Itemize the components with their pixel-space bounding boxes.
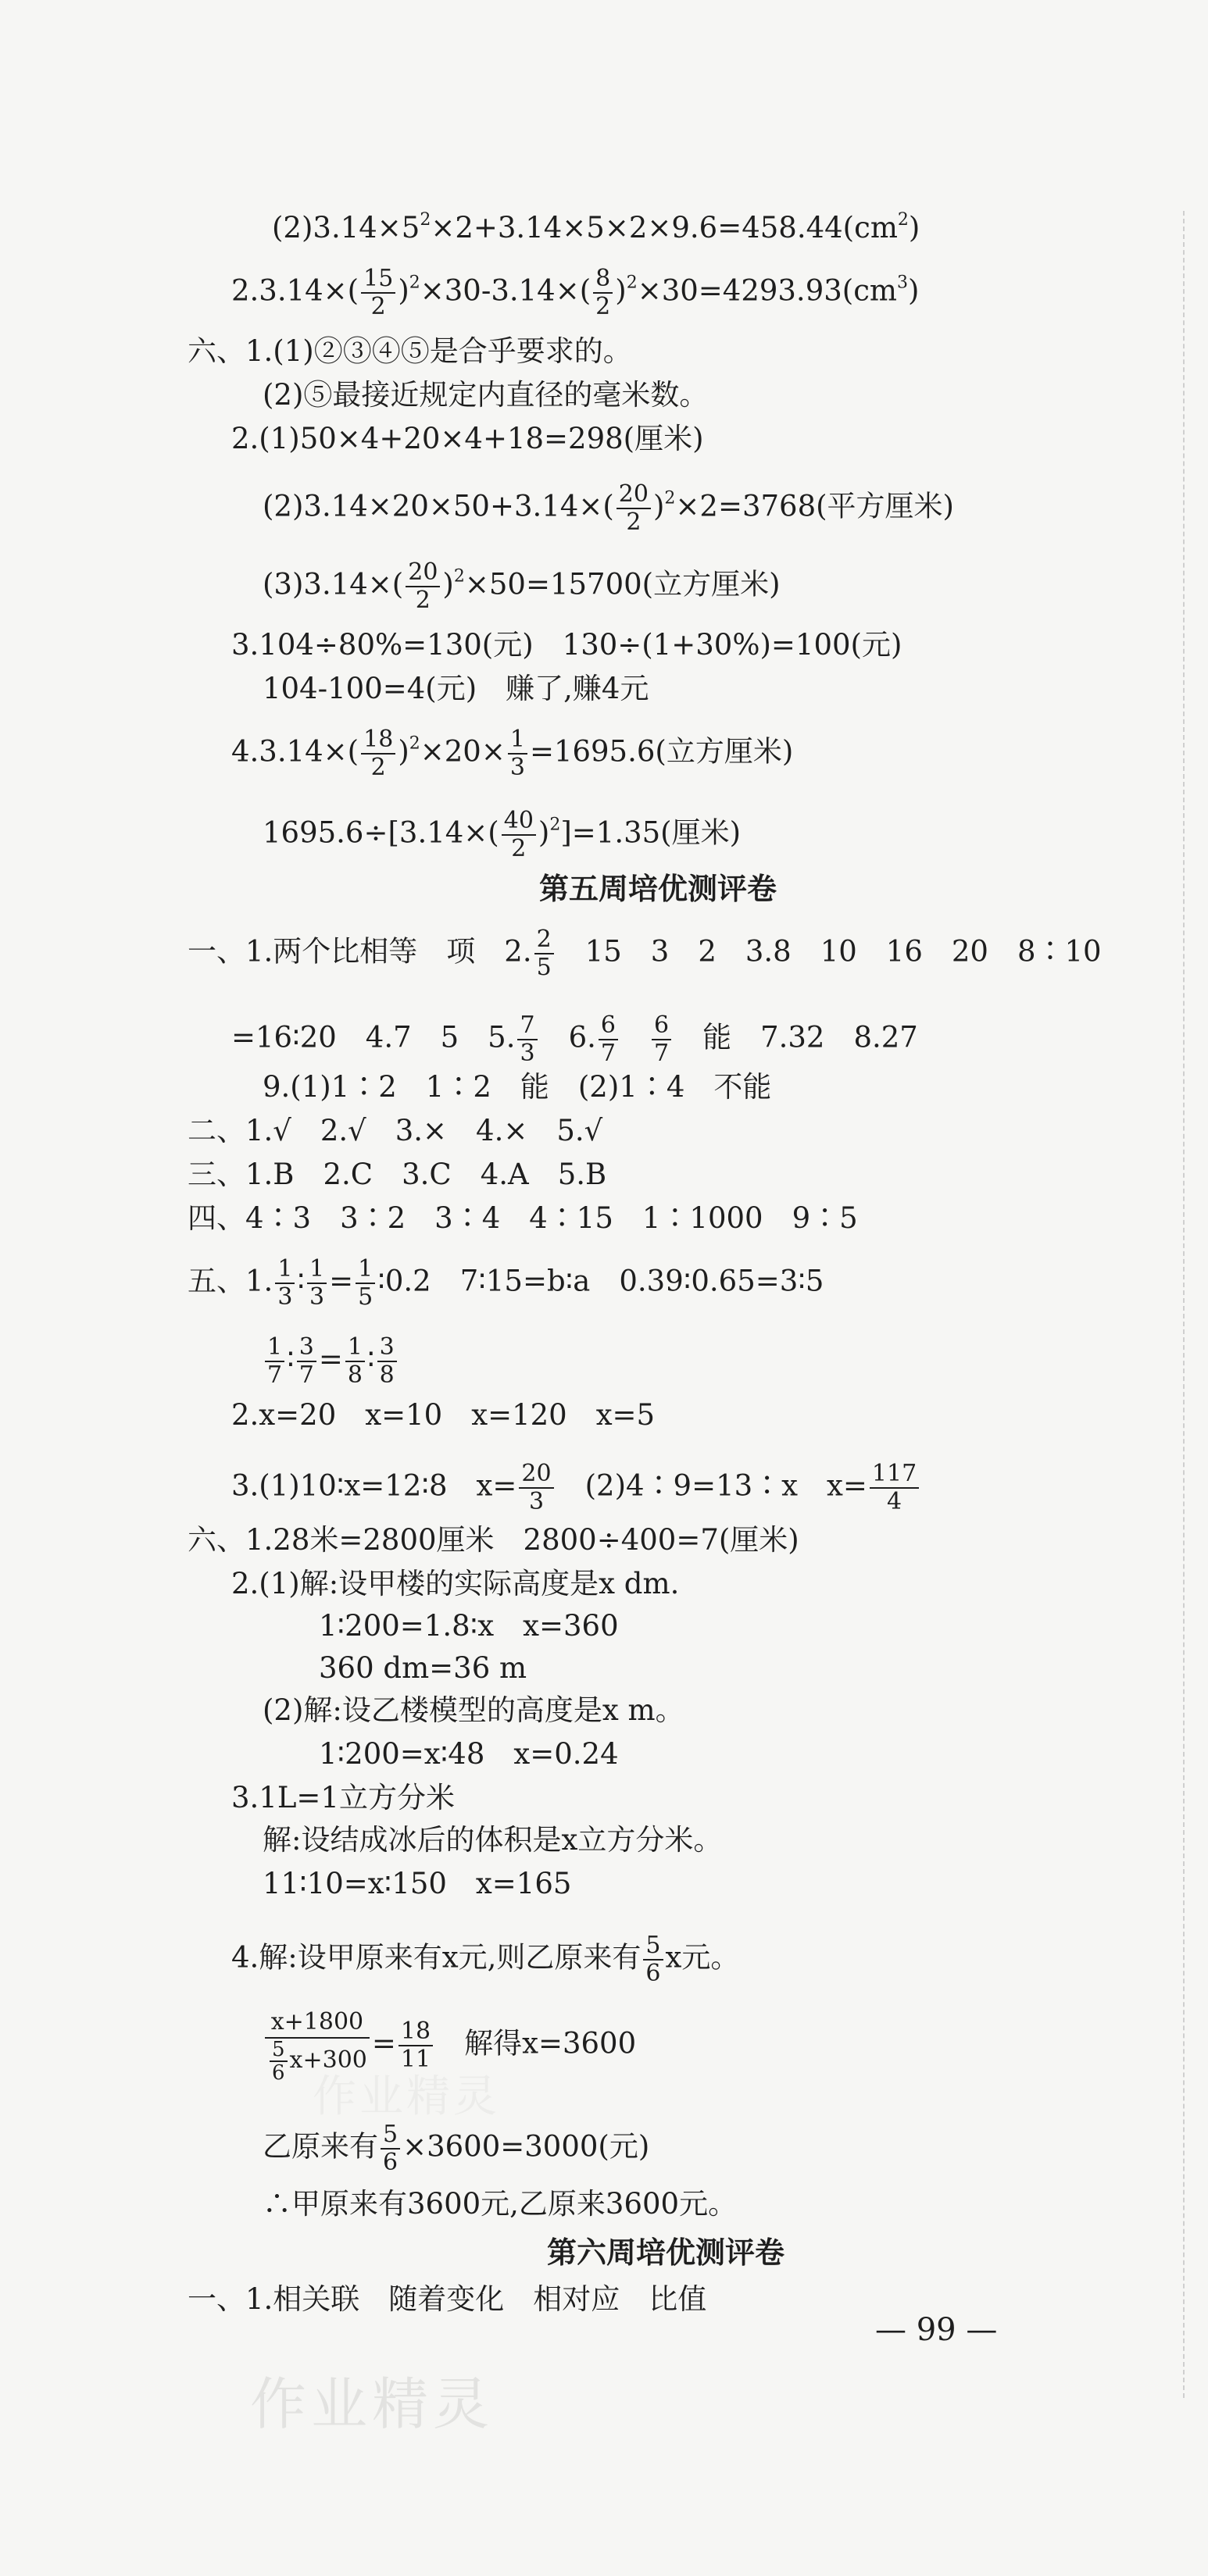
fraction: $\frac{20}{3}$ xyxy=(519,1461,553,1515)
fraction: $\frac{1}{3}$ xyxy=(275,1256,295,1311)
complex-fraction: x+1800 $\frac{5}{6}$ x+300 xyxy=(265,2007,370,2084)
answer-line: 11∶10=x∶150 x=165 xyxy=(263,1867,572,1900)
fraction: $\frac{1}{5}$ xyxy=(356,1256,375,1311)
fraction: $\frac{3}{8}$ xyxy=(377,1334,397,1389)
fraction: $\frac{18}{11}$ xyxy=(398,2018,433,2073)
answer-line: 360 dm=36 m xyxy=(319,1651,527,1685)
fraction: $\frac{6}{7}$ xyxy=(599,1012,618,1067)
answer-line: (2)解:设乙楼模型的高度是x m。 xyxy=(263,1693,684,1727)
answer-line: 3.104÷80%=130(元) 130÷(1+30%)=100(元) xyxy=(231,628,902,662)
fraction: $\frac{5}{6}$ xyxy=(643,1932,663,1987)
answer-line: 1∶200=x∶48 x=0.24 xyxy=(319,1737,619,1771)
answer-line: 解:设结成冰后的体积是x立方分米。 xyxy=(263,1823,723,1857)
fraction: $\frac{1}{7}$ xyxy=(265,1334,284,1389)
answer-line: (2)⑤最接近规定内直径的毫米数。 xyxy=(263,378,709,412)
answer-line: 1∶200=1.8∶x x=360 xyxy=(319,1609,619,1643)
answer-line: 2.3.14×( $\frac{15}{2}$ )$^2$×30-3.14×( $\frac{8}{2}$ )$^2\times 30=4293.93(cm^3)$ xyxy=(231,265,920,320)
watermark-logo: 作业精灵 xyxy=(250,2371,495,2437)
fraction: $\frac{40}{2}$ xyxy=(502,808,536,862)
answer-line: 3.(1)10∶x=12∶8 x= $\frac{20}{3}$ (2)4∶9=13∶x x= $\frac{117}{4}$ xyxy=(231,1461,921,1495)
answer-line: 三、1.B 2.C 3.C 4.A 5.B xyxy=(188,1158,607,1191)
answer-line: 六、1.28米=2800厘米 2800÷400=7(厘米) xyxy=(188,1523,799,1557)
answer-line: (3)3.14×( $\frac{20}{2}$ )$^2$×50=15700(立方厘米) xyxy=(263,558,781,614)
answer-line: 六、1.(1)②③④⑤是合乎要求的。 xyxy=(188,334,632,368)
answer-line: ∴甲原来有3600元,乙原来3600元。 xyxy=(263,2187,738,2221)
answer-line: 2.(1)解:设甲楼的实际高度是x dm. xyxy=(231,1567,680,1600)
answer-line: =16∶20 4.7 5 5. $\frac{7}{3}$ 6. $\frac{6}{7}$ $\frac{6}{7}$ 能 7.32 8.27 xyxy=(231,1011,918,1067)
answer-line: 2.x=20 x=10 x=120 x=5 xyxy=(231,1398,656,1432)
answer-line: 2.(1)50×4+20×4+18=298(厘米) xyxy=(231,422,704,455)
fraction: $\frac{20}{2}$ xyxy=(406,559,440,614)
answer-line: 一、1.相关联 随着变化 相对应 比值 xyxy=(188,2282,707,2316)
fraction: $\frac{18}{2}$ xyxy=(361,726,395,781)
section-title: 第六周培优测评卷 xyxy=(547,2235,785,2270)
answer-line: $\frac{1}{7}$ ∶ $\frac{3}{7}$ = $\frac{1}{8}$ ∶ $\frac{3}{8}$ xyxy=(263,1334,399,1368)
fraction: $\frac{6}{7}$ xyxy=(652,1012,671,1067)
page-number: — 99 — xyxy=(875,2312,998,2348)
fraction: $\frac{5}{6}$ xyxy=(270,2039,288,2084)
answer-line: 4.3.14×( $\frac{18}{2}$ )$^2$×20× $\frac{1}{3}$ =1695.6(立方厘米) xyxy=(231,726,794,781)
answer-line: (2)3.14×20×50+3.14×( $\frac{20}{2}$ )$^2$×2=3768(平方厘米) xyxy=(263,480,954,536)
fraction: $\frac{1}{3}$ xyxy=(307,1256,327,1311)
answer-line: 4.解:设甲原来有x元,则乙原来有 $\frac{5}{6}$ x元。 xyxy=(231,1932,740,1987)
answer-line: 五、1. $\frac{1}{3}$ ∶ $\frac{1}{3}$ = $\frac{1}{5}$ ∶0.2 7∶15=b∶a 0.39∶0.65=3∶5 xyxy=(188,1255,824,1311)
answer-line: 二、1.√ 2.√ 3.× 4.× 5.√ xyxy=(188,1114,603,1147)
fraction: $\frac{5}{6}$ xyxy=(381,2121,400,2176)
answer-line: 一、1.两个比相等 项 2. $\frac{2}{5}$ 15 3 2 3.8 10 16 20 8∶10 xyxy=(188,926,1102,981)
answer-line: 9.(1)1∶2 1∶2 能 (2)1∶4 不能 xyxy=(263,1070,772,1104)
fraction: $\frac{117}{4}$ xyxy=(870,1461,919,1515)
answer-line: $(2)3.14\times 5^2\times 2+3.14\times 5\times 2\times 9.6=458.44(cm^2)$ xyxy=(272,210,920,244)
fraction: $\frac{20}{2}$ xyxy=(617,481,651,536)
page-edge-divider xyxy=(1183,211,1185,2398)
answer-line: 104-100=4(元) 赚了,赚4元 xyxy=(263,672,649,705)
fraction: $\frac{1}{8}$ xyxy=(345,1334,365,1389)
fraction: $\frac{1}{3}$ xyxy=(508,726,527,781)
fraction: $\frac{2}{5}$ xyxy=(534,926,554,981)
answer-line: 1695.6÷[3.14×( $\frac{40}{2}$ )$^2$]=1.35(厘米) xyxy=(263,807,742,862)
answer-line: x+1800 $\frac{5}{6}$ x+300 = $\frac{18}{11}$ 解得x=3600 xyxy=(263,2007,636,2101)
fraction: $\frac{7}{3}$ xyxy=(517,1012,537,1067)
answer-line: 3.1L=1立方分米 xyxy=(231,1781,455,1814)
section-title: 第五周培优测评卷 xyxy=(539,871,777,906)
watermark-logo: 作业精灵 xyxy=(313,2071,500,2122)
fraction: $\frac{15}{2}$ xyxy=(361,266,395,320)
fraction: $\frac{8}{2}$ xyxy=(593,266,613,320)
answer-line: 四、4∶3 3∶2 3∶4 4∶15 1∶1000 9∶5 xyxy=(188,1201,858,1235)
fraction: $\frac{3}{7}$ xyxy=(297,1334,316,1389)
answer-line: 乙原来有 $\frac{5}{6}$ ×3600=3000(元) xyxy=(263,2121,650,2176)
